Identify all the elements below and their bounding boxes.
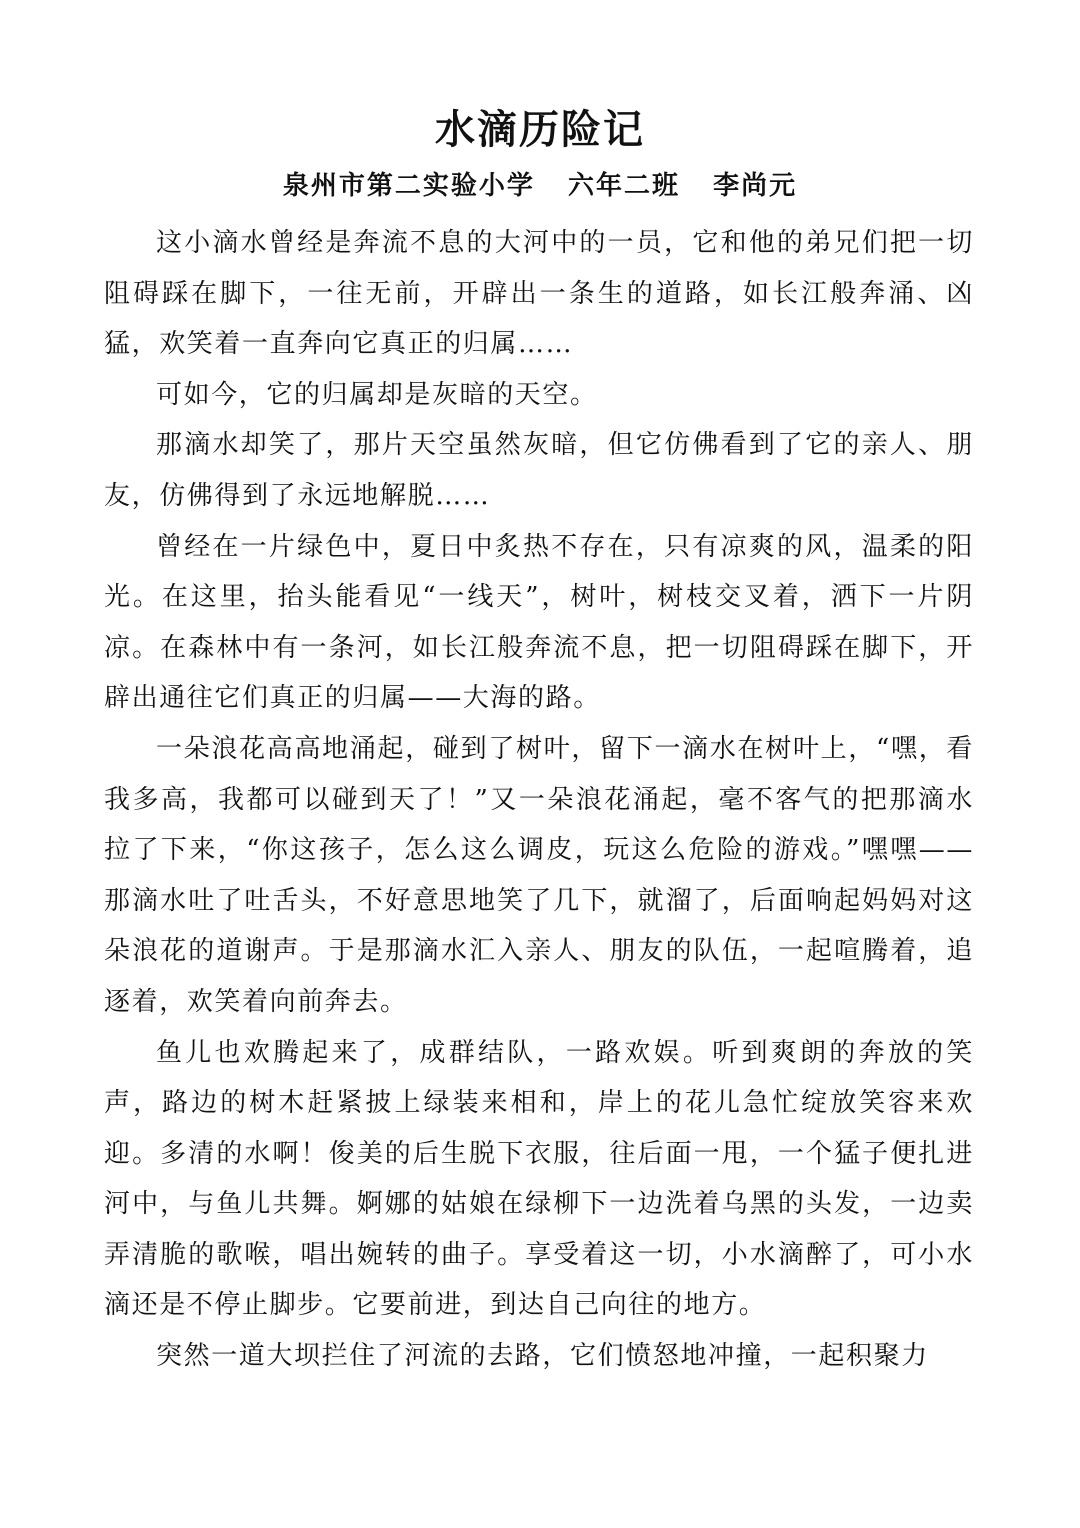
paragraph-7: 突然一道大坝拦住了河流的去路，它们愤怒地冲撞，一起积聚力 bbox=[156, 1341, 929, 1372]
essay-body bbox=[104, 218, 974, 1382]
paragraph-1: 这小滴水曾经是奔流不息的大河中的一员，它和他的弟兄们把一切阻碍踩在脚下，一往无前，开辟出一条生的道路，如长江般奔涌、凶猛，欢笑着一直奔向它真正的归属…… bbox=[104, 228, 974, 360]
essay-title: 水滴历险记 bbox=[435, 107, 645, 153]
paragraph-6: 鱼儿也欢腾起来了，成群结队，一路欢娱。听到爽朗的奔放的笑声，路边的树木赶紧披上绿装来相和，岸上的花儿急忙绽放笑容来欢迎。多清的水啊！俊美的后生脱下衣服，往后面一甩，一个猛子便扎进河中，与鱼儿共舞。婀娜的姑娘在绿柳下一边洗着乌黑的头发，一边卖弄清脆的歌喉，唱出婉转的曲子。享受着这一切，小水滴醉了，可小水滴还是不停止脚步。它要前进，到达自己向往的地方。 bbox=[104, 1037, 974, 1321]
paragraph-4: 曾经在一片绿色中，夏日中炙热不存在，只有凉爽的风，温柔的阳光。在这里，抬头能看见“一线天”，树叶，树枝交叉着，洒下一片阴凉。在森林中有一条河，如长江般奔流不息，把一切阻碍踩在脚下，开辟出通往它们真正的归属——大海的路。 bbox=[104, 531, 974, 714]
paragraph-2: 可如今，它的归属却是灰暗的天空。 bbox=[156, 379, 598, 410]
paragraph-5: 一朵浪花高高地涌起，碰到了树叶，留下一滴水在树叶上，“嘿，看我多高，我都可以碰到天了！”又一朵浪花涌起，毫不客气的把那滴水拉了下来，“你这孩子，怎么这么调皮，玩这么危险的游戏。”嘿嘿——那滴水吐了吐舌头，不好意思地笑了几下，就溜了，后面响起妈妈对这朵浪花的道谢声。于是那滴水汇入亲人、朋友的队伍，一起喧腾着，追逐着，欢笑着向前奔去。 bbox=[104, 733, 974, 1017]
author-byline: 泉州市第二实验小学 六年二班 李尚元 bbox=[282, 171, 798, 201]
paragraph-3: 那滴水却笑了，那片天空虽然灰暗，但它仿佛看到了它的亲人、朋友，仿佛得到了永远地解脱…… bbox=[104, 430, 974, 511]
